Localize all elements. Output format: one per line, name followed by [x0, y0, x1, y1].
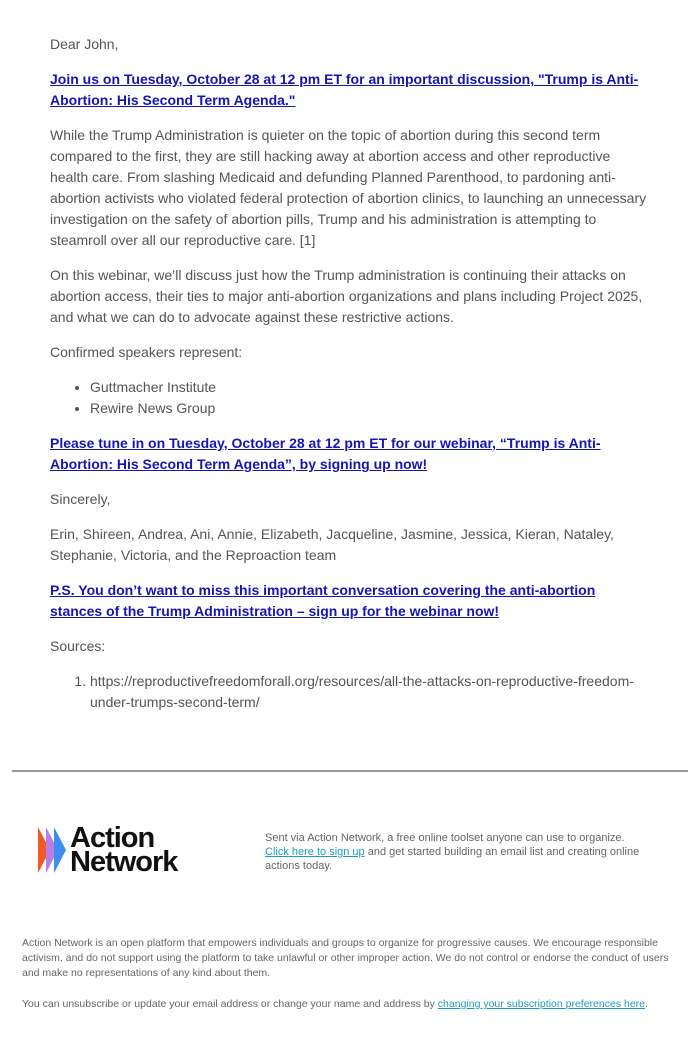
paragraph-2: On this webinar, we’ll discuss just how the Trump administration is continuing their attacks on abortion access, their ties to major anti-abortion organizations and plans including Project 2025, and what we can do to advocate against these restrictive actions. — [50, 267, 643, 325]
sources-label: Sources: — [50, 638, 106, 654]
unsub-text: You can unsubscribe or update your email address or change your name and address by — [22, 998, 438, 1010]
speakers-list — [50, 377, 650, 419]
unsub-end: . — [645, 998, 648, 1010]
source-item: 1. https://reproductivefreedomforall.org/resources/all-the-attacks-on-reproductive-freedom-under-trumps-second-term/ — [90, 671, 650, 713]
speakers-intro: Confirmed speakers represent: — [50, 344, 243, 360]
unsubscribe-text — [22, 997, 682, 1012]
disclaimer: Action Network is an open platform that empowers individuals and groups to organize for progressive causes. We encourage responsible activism, and do not support using the platform to take unlawful or other improper action. We do not control or endorse the conduct of users and make no representations of any kind about them. — [22, 937, 669, 979]
email-body — [50, 34, 650, 727]
ps-link[interactable]: P.S. You don’t want to miss this important conversation covering the anti-abortion stances of the Trump Administration – sign up for the webinar now! — [50, 582, 596, 619]
webinar-link-2[interactable]: Please tune in on Tuesday, October 28 at 12 pm ET for our webinar, “Trump is Anti-Abortion: His Second Term Agenda”, by signing up now! — [50, 435, 601, 472]
signup-link[interactable]: Click here to sign up — [265, 846, 365, 858]
signers: Erin, Shireen, Andrea, Ani, Annie, Elizabeth, Jacqueline, Jasmine, Jessica, Kieran, Nataley, Stephanie, Victoria, and the Reproaction team — [50, 526, 614, 563]
sources-list — [50, 671, 650, 713]
divider — [12, 770, 688, 772]
logo-line-1: Action — [70, 822, 155, 854]
greeting: Dear John, — [50, 36, 119, 52]
paragraph-1: While the Trump Administration is quieter on the topic of abortion during this second term compared to the first, they are still hacking away at abortion access and other reproductive health care. From slashing Medicaid and defunding Planned Parenthood, to pardoning anti-abortion activists who violated federal protection of abortion clinics, to launching an unnecessary investigation on the safety of abortion pills, Trump and his administration is attempting to steamroll over all our reproductive care. [1] — [50, 127, 647, 248]
sent-via-text — [265, 831, 645, 873]
action-network-logo[interactable] — [38, 822, 178, 878]
logo-line-2: Network — [70, 846, 178, 878]
closing: Sincerely, — [50, 491, 111, 507]
list-item: • Guttmacher Institute — [90, 377, 650, 398]
chevron-icon — [54, 827, 66, 873]
webinar-link-1[interactable]: Join us on Tuesday, October 28 at 12 pm ET for an important discussion, "Trump is Anti-Abortion: His Second Term Agenda." — [50, 71, 639, 108]
subscription-preferences-link[interactable]: changing your subscription preferences here — [437, 998, 646, 1010]
list-item: • Rewire News Group — [90, 398, 650, 419]
logo-text — [70, 822, 178, 878]
sent-text: Sent via Action Network, a free online toolset anyone can use to organize. — [265, 832, 625, 844]
sent-text-2: and get started building an email list and creating online actions today. — [265, 846, 640, 872]
